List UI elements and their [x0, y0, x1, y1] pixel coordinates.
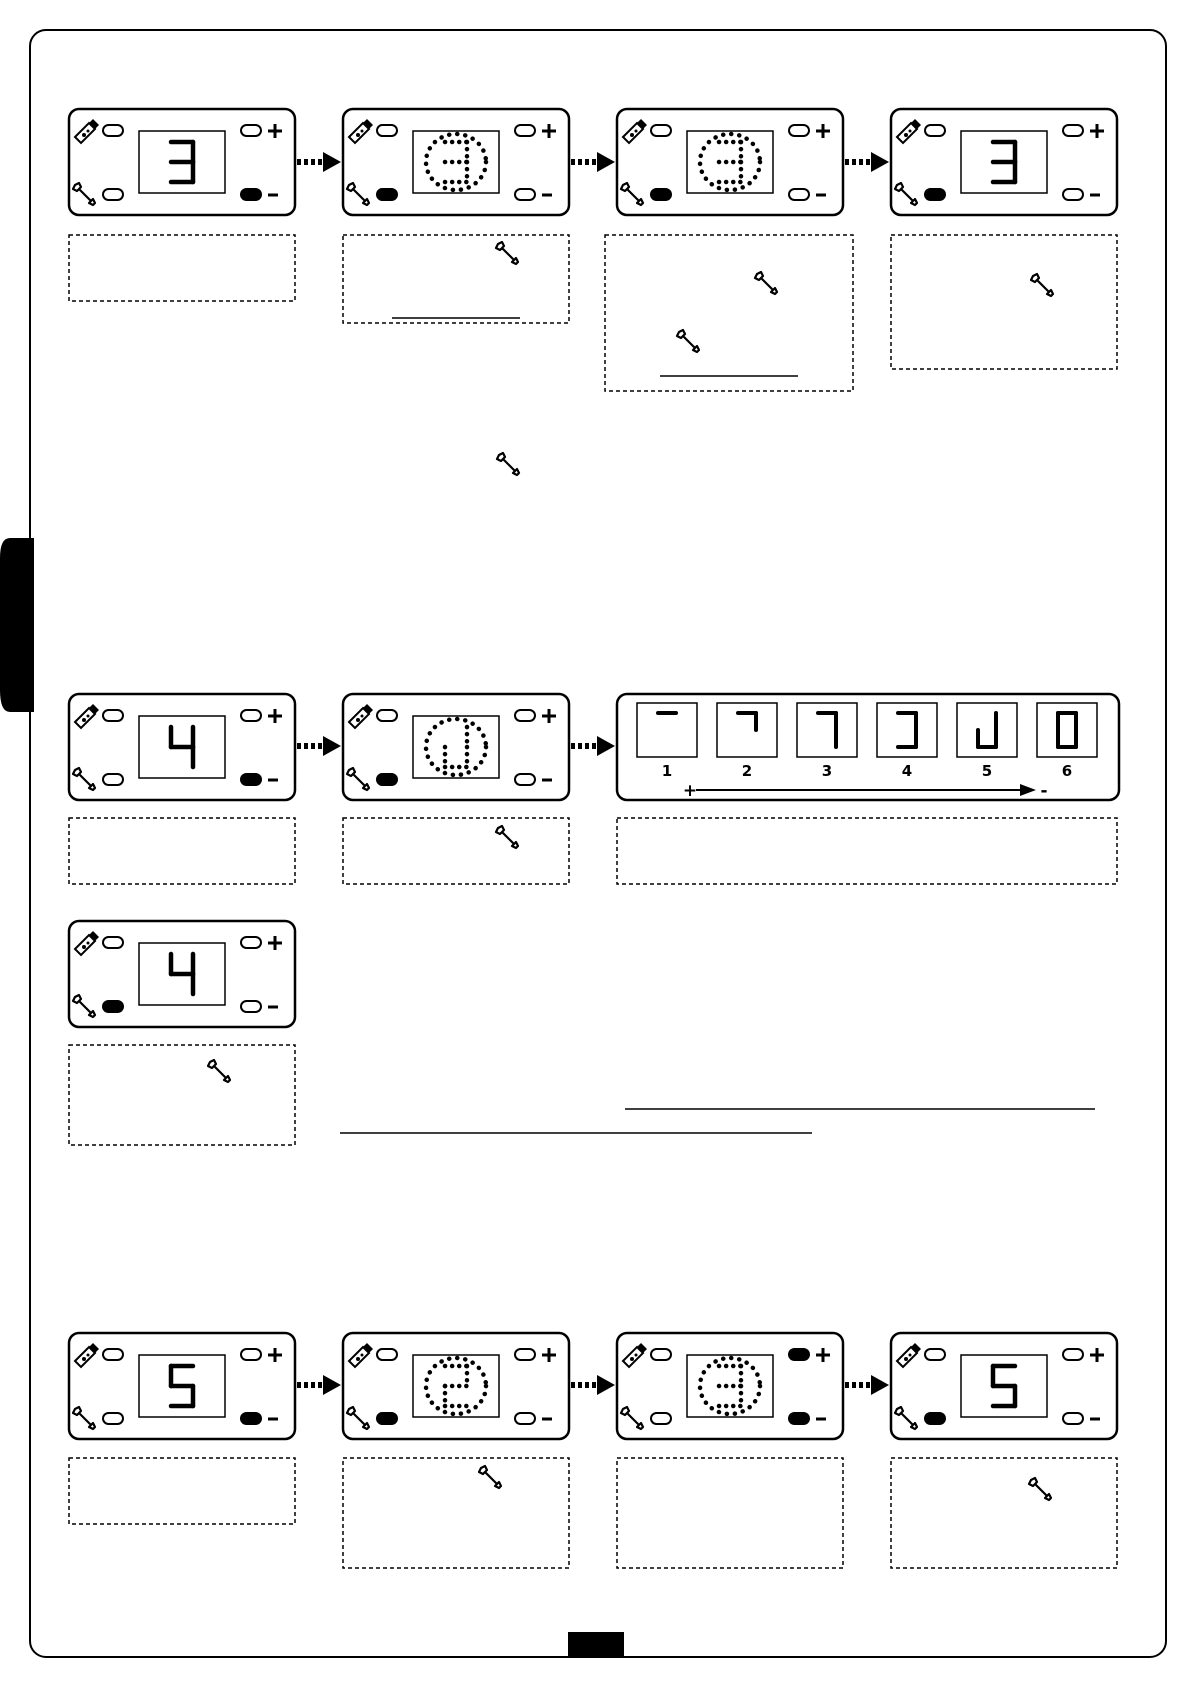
note-box — [69, 1045, 295, 1145]
note-box — [605, 235, 853, 391]
level-label: 2 — [741, 762, 753, 780]
level-label: 5 — [981, 762, 993, 780]
note-box — [617, 1458, 843, 1568]
display-panel-step5-4 — [891, 1333, 1117, 1439]
note-box — [69, 818, 295, 884]
display-panel-step3-2 — [343, 109, 569, 215]
wrench-icon — [208, 1060, 230, 1082]
note-box — [69, 1458, 295, 1524]
wrench-icon — [677, 330, 699, 352]
wrench-icon — [755, 272, 777, 294]
wrench-icon — [497, 453, 519, 475]
note-box — [891, 1458, 1117, 1568]
scale-minus-label: - — [1040, 781, 1048, 801]
arrow-right-icon — [297, 152, 341, 172]
display-panel-step5-1 — [69, 1333, 295, 1439]
level-label: 4 — [901, 762, 913, 780]
arrow-right-icon — [845, 152, 889, 172]
level-label: 6 — [1061, 762, 1073, 780]
display-panel-step3-1 — [69, 109, 295, 215]
wrench-icon — [1031, 274, 1053, 296]
arrow-right-icon — [571, 152, 615, 172]
arrow-right-icon — [571, 736, 615, 756]
display-panel-step5-3 — [617, 1333, 843, 1439]
scale-plus-label: + — [682, 781, 698, 801]
note-box — [617, 818, 1117, 884]
arrow-right-icon — [297, 736, 341, 756]
wrench-icon — [496, 242, 518, 264]
display-panel-step3-3 — [617, 109, 843, 215]
display-panel-step4-confirm — [69, 921, 295, 1027]
note-box — [69, 235, 295, 301]
level-label: 3 — [821, 762, 833, 780]
note-box — [343, 1458, 569, 1568]
note-box — [891, 235, 1117, 369]
arrow-right-icon — [571, 1375, 615, 1395]
display-panel-step4-1 — [69, 694, 295, 800]
wrench-icon — [496, 826, 518, 848]
arrow-right-icon — [845, 1375, 889, 1395]
wrench-icon — [479, 1466, 501, 1488]
side-tab — [0, 538, 34, 712]
display-panel-step3-4 — [891, 109, 1117, 215]
display-panel-step4-2 — [343, 694, 569, 800]
note-box — [343, 818, 569, 884]
level-label: 1 — [661, 762, 673, 780]
note-box — [343, 235, 569, 323]
level-selector-panel — [617, 694, 1119, 801]
wrench-icon — [1029, 1478, 1051, 1500]
page-number-box — [568, 1632, 624, 1658]
arrow-right-icon — [297, 1375, 341, 1395]
display-panel-step5-2 — [343, 1333, 569, 1439]
